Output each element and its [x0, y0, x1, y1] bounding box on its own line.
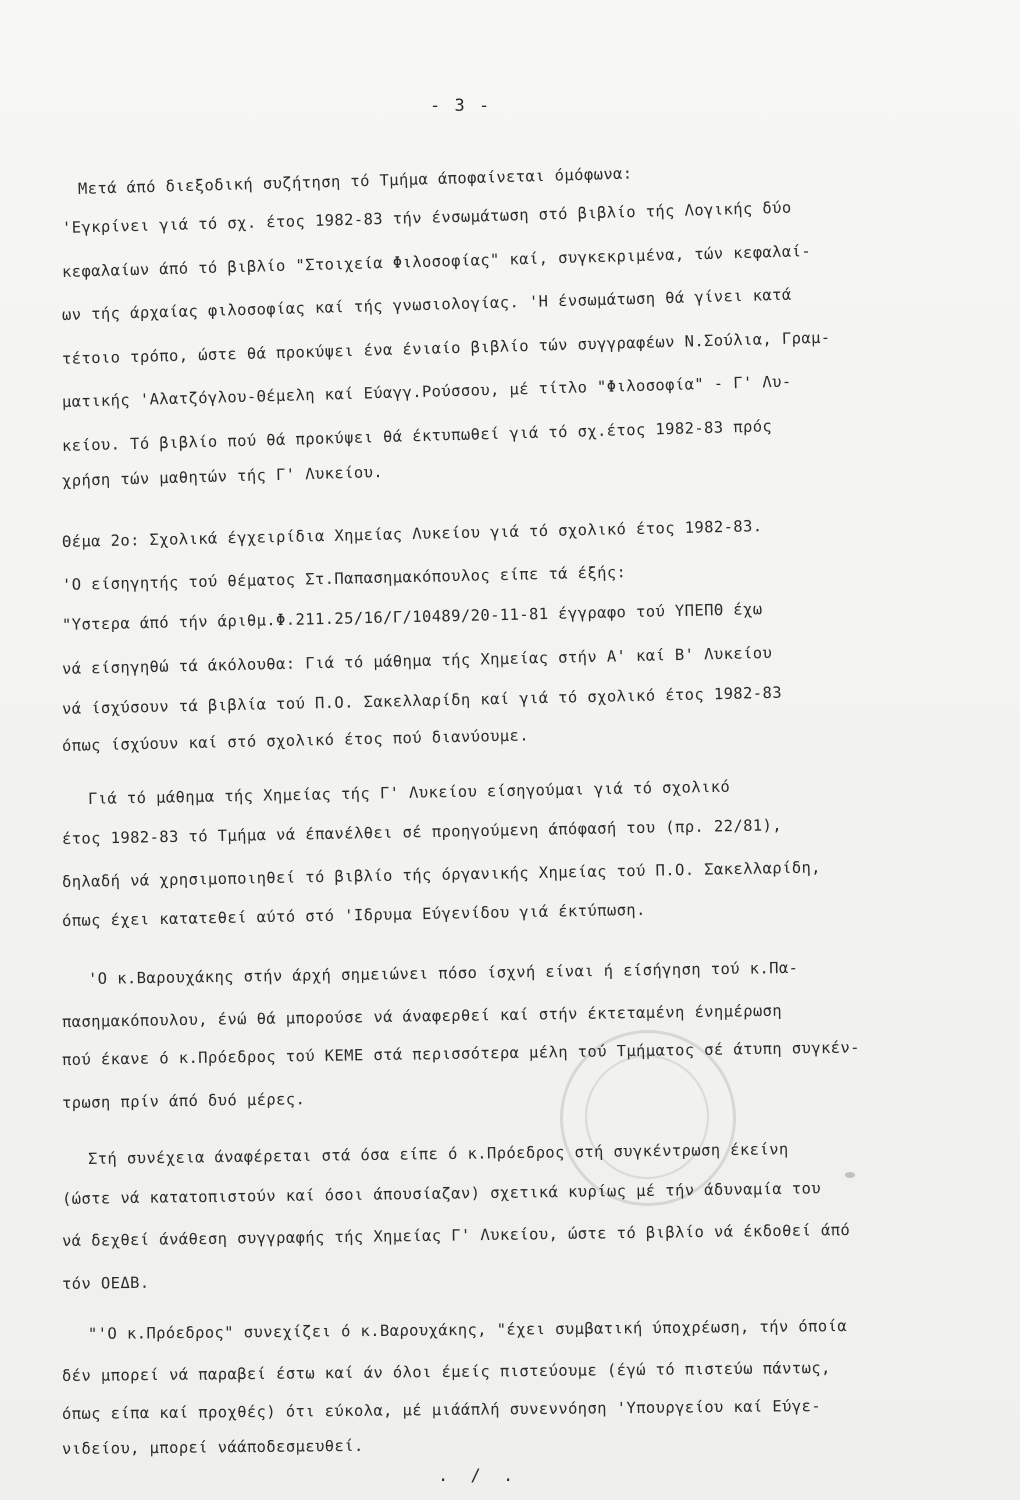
section-heading: Θέμα 2ο: Σχολικά έγχειρίδια Χημείας Λυκείου γιά τό σχολικό έτος 1982-83. [61, 517, 763, 551]
text-line: ων τής άρχαίας φιλοσοφίας καί τής γνωσιολογίας. 'Η ένσωμάτωση θά γίνει κατά [61, 285, 792, 324]
text-line: ματικής 'Αλατζόγλου-Θέμελη καί Εύαγγ.Ρούσσου, μέ τίτλο "Φιλοσοφία" - Γ' Λυ- [61, 372, 792, 411]
text-line: "'Ο κ.Πρόεδρος" συνεχίζει ό κ.Βαρουχάκης, "έχει συμβατική ύποχρέωση, τήν όποία [87, 1317, 848, 1343]
text-line: έτος 1982-83 τό Τμήμα νά έπανέλθει σέ προηγούμενη άπόφασή του (πρ. 22/81), [61, 816, 783, 848]
text-line: νά δεχθεί άνάθεση συγγραφής τής Χημείας Γ' Λυκείου, ώστε τό βιβλίο νά έκδοθεί άπό [61, 1220, 851, 1250]
text-line: 'Ο είσηγητής τού θέματος Στ.Παπασημακόπουλος είπε τά έξής: [61, 563, 627, 594]
page-number: - 3 - [430, 96, 492, 116]
text-line: τόν ΟΕΔΒ. [61, 1273, 150, 1293]
text-line: όπως έχει κατατεθεί αύτό στό 'Ιδρυμα Εύγενίδου γιά έκτύπωση. [61, 900, 646, 930]
text-line: νιδείου, μπορεί νάάποδεσμευθεί. [61, 1436, 364, 1458]
text-line: πασημακόπουλου, ένώ θά μπορούσε νά άναφερθεί καί στήν έκτεταμένη ένημέρωση [61, 1001, 783, 1031]
text-line: δέν μπορεί νά παραβεί έστω καί άν όλοι έμείς πιστεύουμε (έγώ τό πιστεύω πάντως, [61, 1358, 831, 1385]
text-line: (ώστε νά κατατοπιστούν καί όσοι άπουσίαζαν) σχετικά κυρίως μέ τήν άδυναμία του [61, 1179, 822, 1208]
text-line: χρήση τών μαθητών τής Γ' Λυκείου. [61, 463, 384, 490]
text-line: 'Εγκρίνει γιά τό σχ. έτος 1982-83 τήν ένσωμάτωση στό βιβλίο τής Λογικής δύο [61, 198, 792, 237]
ink-smudge [845, 1172, 855, 1178]
text-line: νά ίσχύσουν τά βιβλία τού Π.Ο. Σακελλαρίδη καί γιά τό σχολικό έτος 1982-83 [61, 683, 783, 718]
text-line: πού έκανε ό κ.Πρόεδρος τού ΚΕΜΕ στά περισσότερα μέλη τού Τμήματος σέ άτυπη συγκέν- [61, 1038, 861, 1069]
text-line: Μετά άπό διεξοδική συζήτηση τό Τμήμα άποφαίνεται όμόφωνα: [77, 164, 633, 198]
text-line: κείου. Τό βιβλίο πού θά προκύψει θά έκτυπωθεί γιά τό σχ.έτος 1982-83 πρός [61, 417, 773, 455]
text-line: Γιά τό μάθημα τής Χημείας τής Γ' Λυκείου είσηγούμαι γιά τό σχολικό [87, 777, 731, 808]
text-line: δηλαδή νά χρησιμοποιηθεί τό βιβλίο τής όργανικής Χημείας τού Π.Ο. Σακελλαρίδη, [61, 858, 822, 891]
text-line: όπως ίσχύουν καί στό σχολικό έτος πού διανύουμε. [61, 726, 530, 755]
text-line: κεφαλαίων άπό τό βιβλίο "Στοιχεία Φιλοσοφίας" καί, συγκεκριμένα, τών κεφαλαί- [61, 242, 812, 281]
text-line: νά είσηγηθώ τά άκόλουθα: Γιά τό μάθημα τής Χημείας στήν Α' καί Β' Λυκείου [61, 643, 773, 678]
text-line: "Υστερα άπό τήν άριθμ.Φ.211.25/16/Γ/10489/20-11-81 έγγραφο τού ΥΠΕΠΘ έχω [61, 600, 763, 634]
text-line: όπως είπα καί προχθές) ότι εύκολα, μέ μιάάπλή συνεννόηση 'Υπουργείου καί Εύγε- [61, 1397, 822, 1423]
continuation-mark: . / . [438, 1466, 520, 1486]
text-line: τρωση πρίν άπό δυό μέρες. [61, 1090, 306, 1112]
text-line: 'Ο κ.Βαρουχάκης στήν άρχή σημειώνει πόσο ίσχνή είναι ή είσήγηση τού κ.Πα- [87, 958, 799, 988]
text-line: Στή συνέχεια άναφέρεται στά όσα είπε ό κ.Πρόεδρος στή συγκέντρωση έκείνη [87, 1140, 789, 1168]
text-line: τέτοιο τρόπο, ώστε θά προκύψει ένα ένιαίο βιβλίο τών συγγραφέων Ν.Σούλια, Γραμ- [61, 328, 831, 368]
